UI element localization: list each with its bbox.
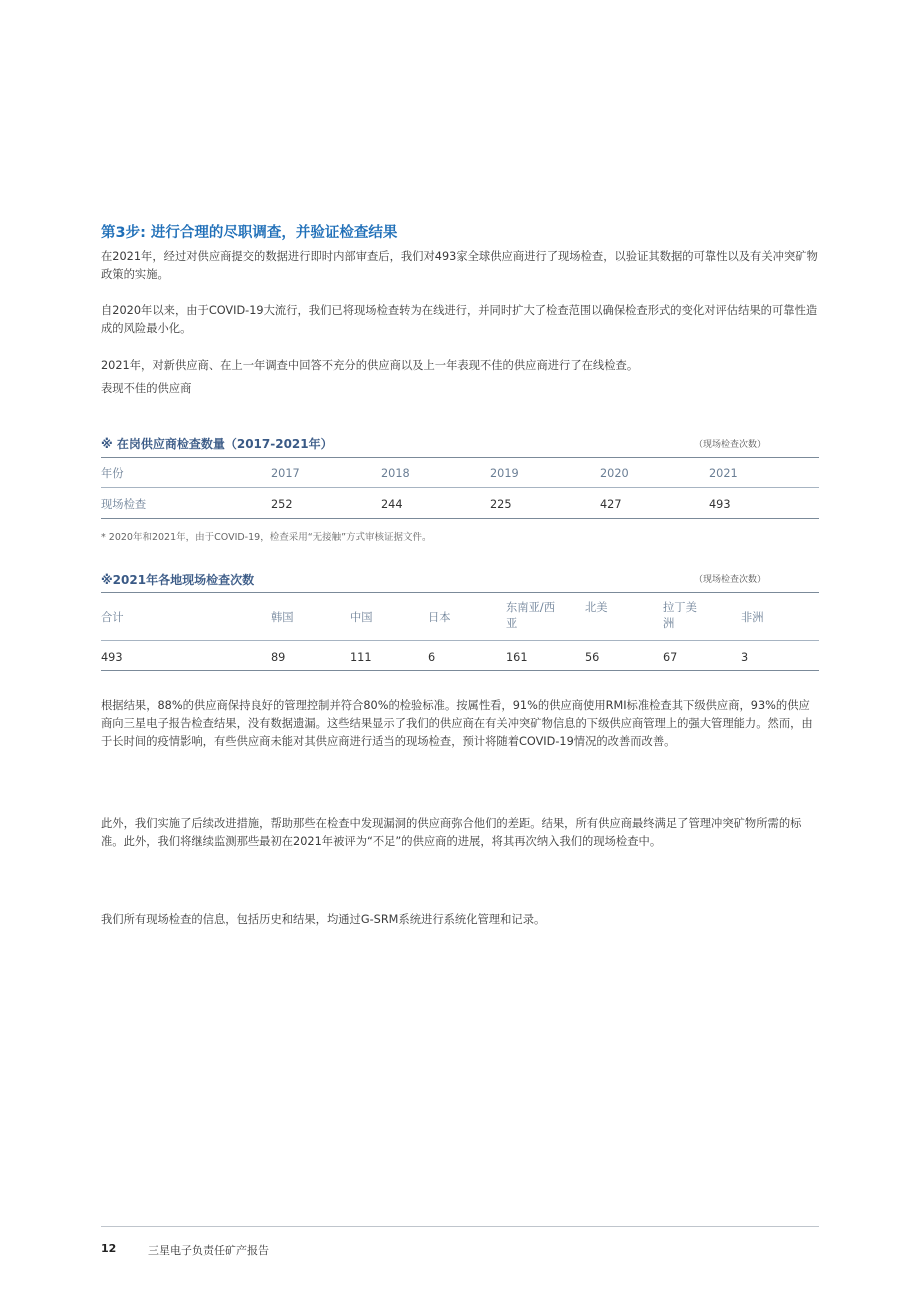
table-cell: 252 xyxy=(271,498,293,511)
table-header-cell: 东南亚/西 亚 xyxy=(506,601,555,630)
intro-paragraph-1: 在2021年，经过对供应商提交的数据进行即时内部审查后，我们对493家全球供应商进行了现场检查，以验证其数据的可靠性以及有关冲突矿物政策的实施。 xyxy=(101,250,818,281)
table-header-cell: 拉丁美 洲 xyxy=(663,601,697,630)
table-cell: 89 xyxy=(271,651,286,664)
page-number: 12 xyxy=(101,1242,117,1255)
table-header-cell: 中国 xyxy=(350,611,373,624)
table-cell: 493 xyxy=(101,651,123,664)
results-paragraph-2: 此外，我们实施了后续改进措施，帮助那些在检查中发现漏洞的供应商弥合他们的差距。结果，所有供应商最终满足了管理冲突矿物所需的标准。此外，我们将继续监测那些最初在2021年被评为“不足”的供应商的进展，将其再次纳入我们的现场检查中。 xyxy=(101,817,802,848)
table-header-cell: 非洲 xyxy=(741,611,764,624)
report-title: 三星电子负责任矿产报告 xyxy=(148,1244,269,1257)
results-paragraph-1: 根据结果，88%的供应商保持良好的管理控制并符合80%的检验标准。按属性看，91%的供应商使用RMI标准检查其下级供应商，93%的供应商向三星电子报告检查结果，没有数据遗漏。这些结果显示了我们的供应商在有关冲突矿物信息的下级供应商管理上的强大管理能力。然而，由于长时间的疫情影响，有些供应商未能对其供应商进行适当的现场检查，预计将随着COVID-19情况的改善而改善。 xyxy=(101,699,813,748)
footer-divider xyxy=(101,1226,819,1227)
table-cell: 427 xyxy=(600,498,622,511)
table-cell: 67 xyxy=(663,651,678,664)
table-divider xyxy=(101,640,819,641)
table-divider xyxy=(101,487,819,488)
table-unit: （现场检查次数） xyxy=(694,575,767,585)
table-header-cell: 合计 xyxy=(101,611,124,624)
section-heading: 第3步: 进行合理的尽职调查，并验证检查结果 xyxy=(101,225,398,241)
table-cell: 56 xyxy=(585,651,600,664)
table-cell: 161 xyxy=(506,651,528,664)
table-header-cell: 2018 xyxy=(381,467,410,480)
intro-paragraph-2: 自2020年以来，由于COVID-19大流行，我们已将现场检查转为在线进行，并同时扩大了检查范围以确保检查形式的变化对评估结果的可靠性造成的风险最小化。 xyxy=(101,304,818,335)
table-header-cell: 韩国 xyxy=(271,611,294,624)
table-header-cell: 2021 xyxy=(709,467,738,480)
table-cell: 现场检查 xyxy=(101,498,147,511)
table-unit: （现场检查次数） xyxy=(694,440,767,450)
table-header-cell: 2020 xyxy=(600,467,629,480)
table-divider xyxy=(101,670,819,671)
table-cell: 3 xyxy=(741,651,749,664)
table-title: ※ 在岗供应商检查数量（2017-2021年） xyxy=(101,437,333,451)
intro-paragraph-4: 表现不佳的供应商 xyxy=(101,382,192,395)
table-divider xyxy=(101,518,819,519)
table-divider xyxy=(101,457,819,458)
intro-paragraph-3: 2021年，对新供应商、在上一年调查中回答不充分的供应商以及上一年表现不佳的供应商进行了在线检查。 xyxy=(101,359,639,372)
table-cell: 225 xyxy=(490,498,512,511)
table-cell: 493 xyxy=(709,498,731,511)
table-cell: 111 xyxy=(350,651,372,664)
table-header-cell: 北美 xyxy=(585,601,608,614)
table-footnote: * 2020年和2021年，由于COVID-19，检查采用“无接触”方式审核证据文件。 xyxy=(101,532,432,543)
table-cell: 244 xyxy=(381,498,403,511)
table-cell: 6 xyxy=(428,651,436,664)
table-header-cell: 2017 xyxy=(271,467,300,480)
table-header-cell: 年份 xyxy=(101,467,124,480)
table-header-cell: 2019 xyxy=(490,467,519,480)
table-header-cell: 日本 xyxy=(428,611,451,624)
table-divider xyxy=(101,592,819,593)
table-title: ※2021年各地现场检查次数 xyxy=(101,573,255,587)
results-paragraph-3: 我们所有现场检查的信息，包括历史和结果，均通过G-SRM系统进行系统化管理和记录。 xyxy=(101,913,546,926)
